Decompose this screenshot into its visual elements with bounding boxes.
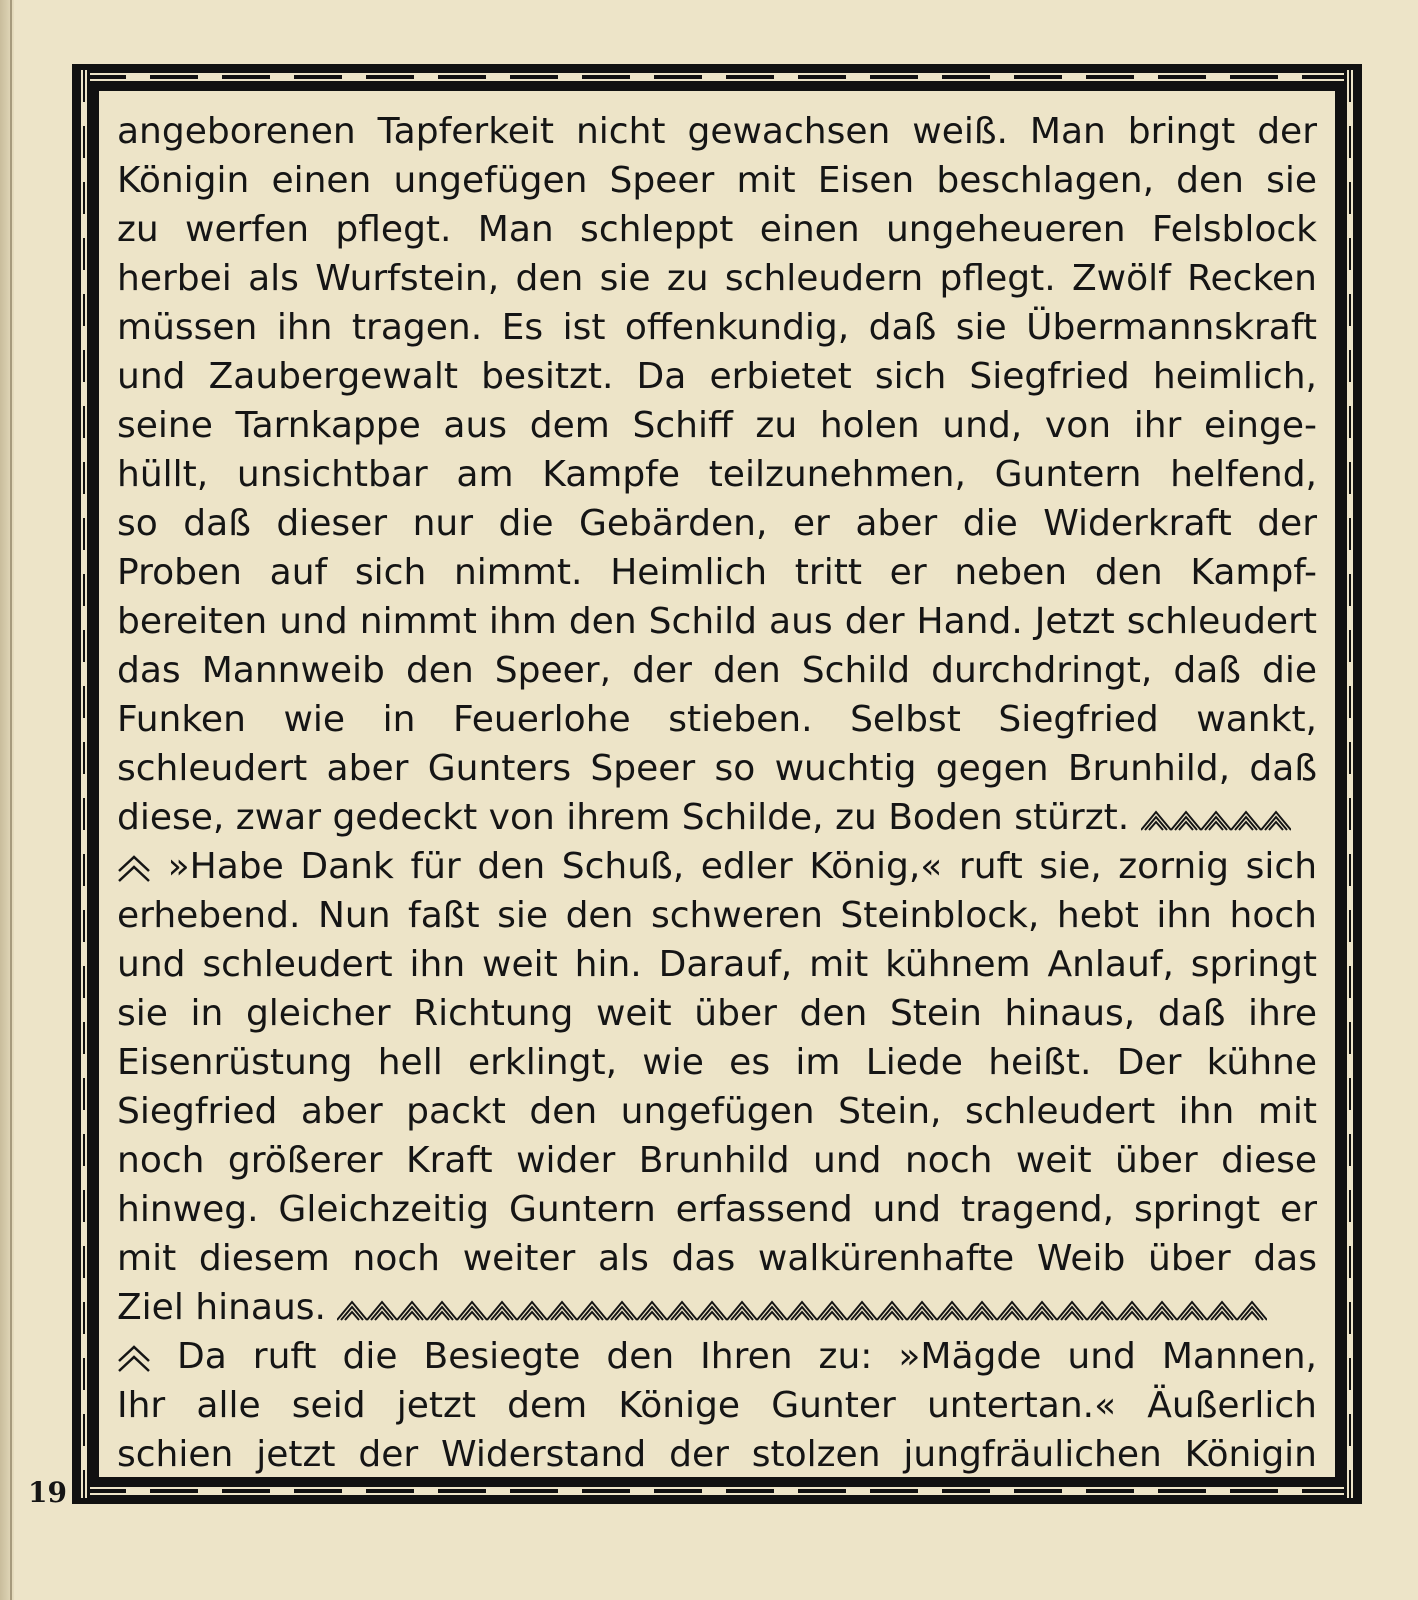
border-band-left [78,70,90,1498]
text-line: Königin einen ungefügen Speer mit Eisen beschlagen, den sie [117,160,1317,201]
page-number: 19 [28,1476,67,1509]
text-line: hinweg. Gleichzeitig Guntern erfassend und tragend, springt er [117,1189,1317,1230]
text-line: so daß dieser nur die Gebärden, er aber die Widerkraft der [117,503,1317,544]
border-band-top [78,70,1356,84]
text-line: angeborenen Tapferkeit nicht gewachsen weiß. Man bringt der [117,111,1317,152]
text-line: das Mannweib den Speer, der den Schild durchdringt, daß die [117,650,1317,691]
text-line: hüllt, unsichtbar am Kampfe teilzunehmen, Guntern helfend, [117,454,1317,495]
text-line-with-ornament [117,1332,1317,1381]
text-line: noch größerer Kraft wider Brunhild und noch weit über diese [117,1140,1317,1181]
text-line: Ihr alle seid jetzt dem Könige Gunter untertan.« Äußerlich [117,1385,1317,1426]
text-line-content: Da ruft die Besiegte den Ihren zu: »Mägde und Mannen, [177,1336,1317,1377]
text-line: erhebend. Nun faßt sie den schweren Steinblock, hebt ihn hoch [117,895,1317,936]
text-line: Eisenrüstung hell erklingt, wie es im Liede heißt. Der kühne [117,1042,1317,1083]
border-band-right [1344,70,1356,1498]
text-line: Siegfried aber packt den ungefügen Stein, schleudert ihn mit [117,1091,1317,1132]
text-line-with-ornament [117,842,1317,891]
text-line: zu werfen pflegt. Man schleppt einen ungeheueren Felsblock [117,209,1317,250]
text-line-with-ornament [117,793,1317,842]
text-line: müssen ihn tragen. Es ist offenkundig, daß sie Übermannskraft [117,307,1317,348]
text-line-content: »Habe Dank für den Schuß, edler König,« ruft sie, zornig sich [167,846,1317,887]
chevron-ornament-icon [117,853,151,883]
text-block [96,88,1338,1480]
chevron-ornament-icon [117,1343,151,1373]
text-line: und Zaubergewalt besitzt. Da erbietet sich Siegfried heimlich, [117,356,1317,397]
text-line: herbei als Wurfstein, den sie zu schleudern pflegt. Zwölf Recken [117,258,1317,299]
text-line: und schleudert ihn weit hin. Darauf, mit kühnem Anlauf, springt [117,944,1317,985]
text-line: schien jetzt der Widerstand der stolzen jungfräulichen Königin [117,1434,1317,1475]
border-band-bottom [78,1484,1356,1498]
text-line-with-ornament [117,1283,1317,1332]
text-line: bereiten und nimmt ihm den Schild aus der Hand. Jetzt schleudert [117,601,1317,642]
text-line: mit diesem noch weiter als das walkürenhafte Weib über das [117,1238,1317,1279]
text-line-content: diese, zwar gedeckt von ihrem Schilde, zu Boden stürzt. [117,797,1130,838]
text-line: sie in gleicher Richtung weit über den Stein hinaus, daß ihre [117,993,1317,1034]
text-line-content: Ziel hinaus. [117,1287,326,1328]
text-line: Proben auf sich nimmt. Heimlich tritt er neben den Kampf- [117,552,1317,593]
zigzag-ornament-icon [337,1294,1267,1324]
zigzag-ornament-icon [1141,804,1291,834]
decorative-border-frame [72,64,1362,1504]
text-line: seine Tarnkappe aus dem Schiff zu holen und, von ihr einge- [117,405,1317,446]
book-spine-edge [0,0,14,1600]
text-line: schleudert aber Gunters Speer so wuchtig gegen Brunhild, daß [117,748,1317,789]
text-line: Funken wie in Feuerlohe stieben. Selbst Siegfried wankt, [117,699,1317,740]
